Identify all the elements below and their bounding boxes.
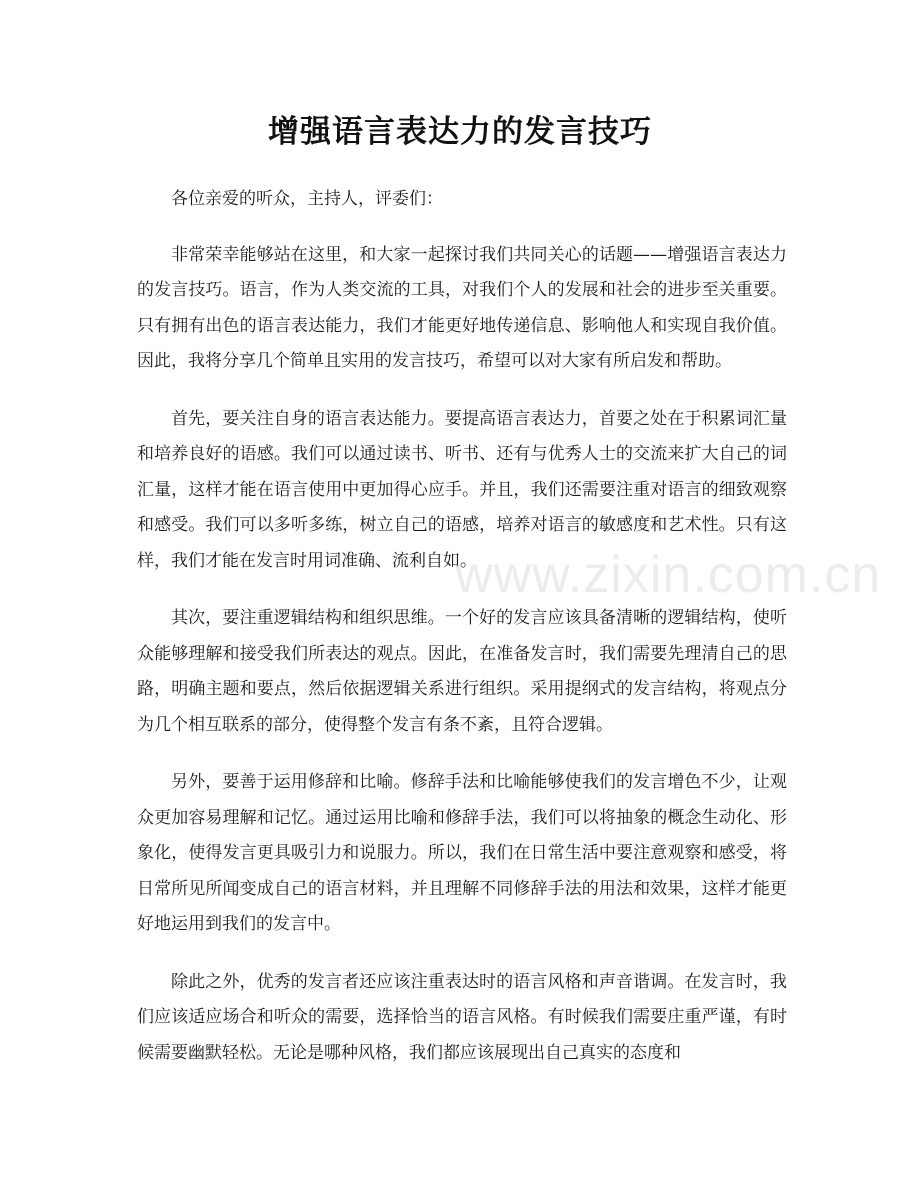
paragraph-fourth-point: 除此之外，优秀的发言者还应该注重表达时的语言风格和声音谐调。在发言时，我们应该适应场合和听众的需要，选择恰当的语言风格。有时候我们需要庄重严谨，有时候需要幽默轻松。无论是哪种风格，我们都应该展现出自己真实的态度和 bbox=[137, 971, 787, 1063]
paragraph-second-point: 其次，要注重逻辑结构和组织思维。一个好的发言应该具备清晰的逻辑结构，使听众能够理解和接受我们所表达的观点。因此，在准备发言时，我们需要先理清自己的思路，明确主题和要点，然后依据逻辑关系进行组织。采用提纲式的发言结构，将观点分为几个相互联系的部分，使得整个发言有条不紊，且符合逻辑。 bbox=[137, 608, 787, 735]
document-title: 增强语言表达力的发言技巧 bbox=[268, 114, 652, 150]
paragraph-first-point: 首先，要关注自身的语言表达能力。要提高语言表达力，首要之处在于积累词汇量和培养良好的语感。我们可以通过读书、听书、还有与优秀人士的交流来扩大自己的词汇量，这样才能在语言使用中更加得心应手。并且，我们还需要注重对语言的细致观察和感受。我们可以多听多练，树立自己的语感，培养对语言的敏感度和艺术性。只有这样，我们才能在发言时用词准确、流利自如。 bbox=[137, 408, 787, 571]
site-watermark: www.zixin.com.cn bbox=[455, 546, 882, 604]
document-body bbox=[137, 182, 787, 1093]
paragraph-intro: 非常荣幸能够站在这里，和大家一起探讨我们共同关心的话题——增强语言表达力的发言技巧。语言，作为人类交流的工具，对我们个人的发展和社会的进步至关重要。只有拥有出色的语言表达能力，我们才能更好地传递信息、影响他人和实现自我价值。因此，我将分享几个简单且实用的发言技巧，希望可以对大家有所启发和帮助。 bbox=[137, 244, 787, 371]
greeting-paragraph: 各位亲爱的听众，主持人，评委们： bbox=[171, 189, 443, 209]
paragraph-third-point: 另外，要善于运用修辞和比喻。修辞手法和比喻能够使我们的发言增色不少，让观众更加容易理解和记忆。通过运用比喻和修辞手法，我们可以将抽象的概念生动化、形象化，使得发言更具吸引力和说服力。所以，我们在日常生活中要注意观察和感受，将日常所见所闻变成自己的语言材料，并且理解不同修辞手法的用法和效果，这样才能更好地运用到我们的发言中。 bbox=[137, 772, 787, 934]
